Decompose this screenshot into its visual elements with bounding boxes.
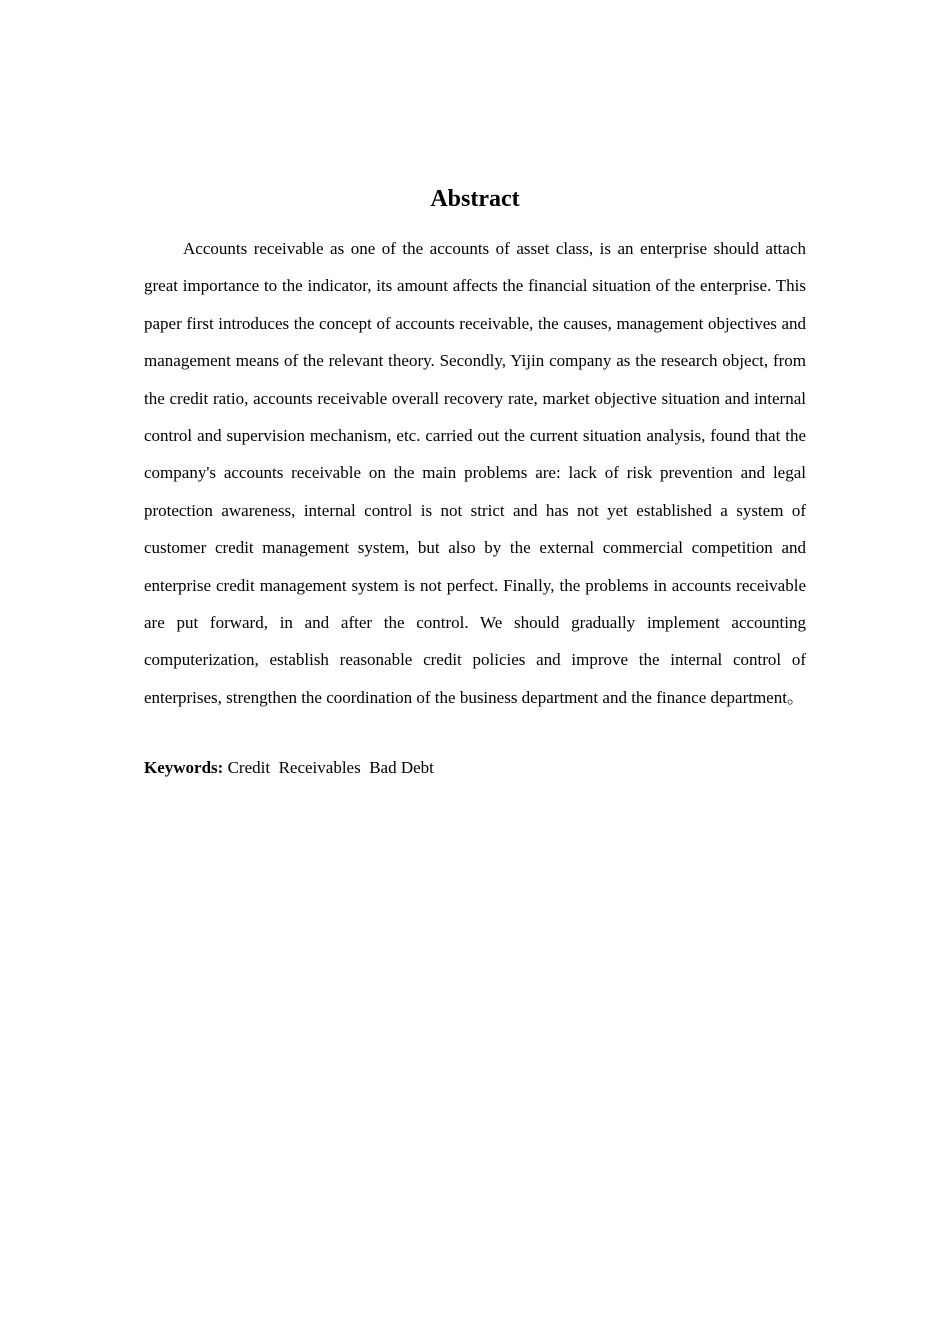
keywords-label: Keywords: bbox=[144, 758, 224, 778]
abstract-title: Abstract bbox=[430, 186, 520, 212]
keywords-line bbox=[144, 749, 806, 786]
document-page bbox=[144, 176, 806, 786]
abstract-body: Accounts receivable as one of the accounts of asset class, is an enterprise should attach great importance to the indicator, its amount affects the financial situation of the enterprise. This paper first introduces the concept of accounts receivable, the causes, management objectives and management means of the relevant theory. Secondly, Yijin company as the research object, from the credit ratio, accounts receivable overall recovery rate, market objective situation and internal control and supervision mechanism, etc. carried out the current situation analysis, found that the company's accounts receivable on the main problems are: lack of risk prevention and legal protection awareness, internal control is not strict and has not yet established a system of customer credit management system, but also by the external commercial competition and enterprise credit management system is not perfect. Finally, the problems in accounts receivable are put forward, in and after the control. We should gradually implement accounting computerization, establish reasonable credit policies and improve the internal control of enterprises, strengthen the coordination of the business department and the finance department。 bbox=[144, 239, 806, 707]
keywords-list: Credit Receivables Bad Debt bbox=[223, 758, 434, 778]
